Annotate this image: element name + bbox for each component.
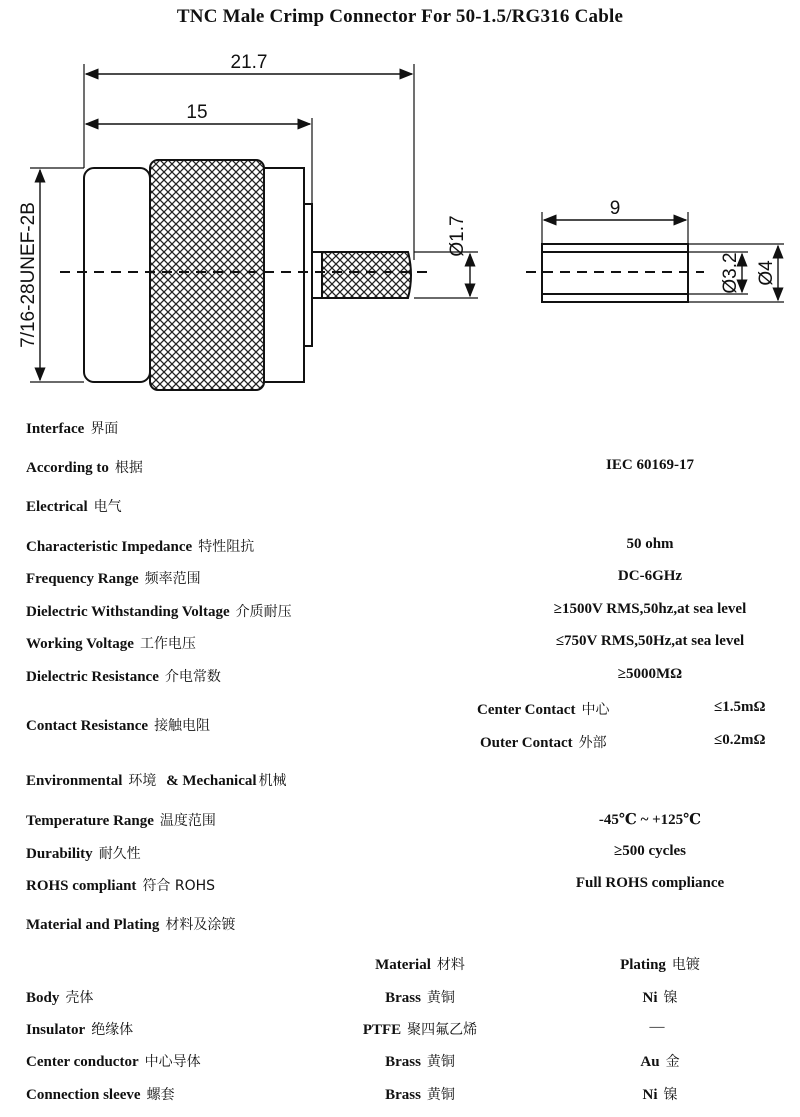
durability-value: ≥500 cycles	[614, 843, 686, 859]
material-cell	[300, 1051, 540, 1071]
dwv-cn: 介质耐压	[235, 604, 292, 620]
electrical-label: Electrical	[26, 499, 88, 515]
center-contact-cn: 中心	[581, 702, 610, 718]
material-cell	[300, 1084, 540, 1104]
dim-sleeve-od: Ø4	[756, 260, 777, 286]
part-label: Connection sleeve	[26, 1087, 141, 1103]
contact-cn: 接触电阻	[154, 718, 211, 734]
row-according	[26, 457, 143, 477]
impedance-value: 50 ohm	[626, 536, 674, 552]
outer-contact-cn: 外部	[578, 735, 607, 751]
rohs-value: Full ROHS compliance	[575, 875, 725, 891]
material-cn: 黄铜	[426, 1087, 455, 1103]
dim-pin: Ø1.7	[447, 215, 468, 257]
interface-cn: 界面	[90, 421, 119, 437]
plating-cell	[550, 987, 770, 1007]
impedance-cn: 特性阻抗	[198, 539, 255, 555]
material-cn: 黄铜	[426, 990, 455, 1006]
col-material-header	[300, 954, 540, 974]
working-label: Working Voltage	[26, 636, 134, 652]
plating-cn: 镍	[663, 1087, 678, 1103]
material-cn: 黄铜	[426, 1054, 455, 1070]
working-cn: 工作电压	[139, 636, 196, 652]
material-label: Brass	[385, 990, 421, 1006]
dim-thread: 7/16-28UNEF-2B	[18, 202, 39, 348]
center-pin	[312, 252, 411, 298]
row-contact-resistance	[26, 715, 210, 735]
material-header-cn: 材料及涂镀	[165, 917, 236, 933]
according-label: According to	[26, 460, 109, 476]
part-label: Body	[26, 990, 60, 1006]
frequency-cn: 频率范围	[144, 571, 201, 587]
center-contact-value: ≤1.5mΩ	[714, 699, 766, 715]
plating-cell	[550, 1019, 770, 1036]
center-contact	[477, 699, 609, 719]
env-cn: 环境	[128, 773, 157, 789]
col-material-cn: 材料	[436, 957, 465, 973]
frequency-label: Frequency Range	[26, 571, 139, 587]
outer-contact-label: Outer Contact	[480, 735, 573, 751]
plating-cn: 镍	[663, 990, 678, 1006]
part-label: Insulator	[26, 1022, 86, 1038]
row-impedance	[26, 536, 254, 556]
page-title: TNC Male Crimp Connector For 50-1.5/RG316 Cable	[176, 6, 624, 27]
plating-cell	[550, 1084, 770, 1104]
temp-cn: 温度范围	[159, 813, 216, 829]
electrical-cn: 电气	[93, 499, 122, 515]
part-cell	[26, 1051, 201, 1071]
dim-body: 15	[186, 102, 208, 123]
material-cell	[300, 1019, 540, 1039]
outer-contact-value: ≤0.2mΩ	[714, 732, 766, 748]
outer-contact	[480, 732, 607, 752]
part-cn: 壳体	[65, 990, 94, 1006]
part-cell	[26, 987, 93, 1007]
part-cell	[26, 1084, 175, 1104]
row-interface	[26, 418, 118, 438]
temp-value: -45℃ ~ +125℃	[598, 812, 702, 828]
col-plating-label: Plating	[620, 957, 666, 973]
row-rohs	[26, 875, 215, 895]
col-material-label: Material	[375, 957, 431, 973]
plating-cell	[550, 1051, 770, 1071]
dres-value: ≥5000MΩ	[617, 666, 683, 682]
working-value: ≤750V RMS,50Hz,at sea level	[555, 633, 745, 649]
dim-overall: 21.7	[230, 52, 268, 73]
rohs-label: ROHS compliant	[26, 878, 137, 894]
env-label2: & Mechanical	[166, 773, 257, 789]
row-working-voltage	[26, 633, 196, 653]
row-material-header	[26, 914, 235, 934]
part-cell	[26, 1019, 133, 1039]
row-dwv	[26, 601, 292, 621]
env-cn2: 机械	[258, 773, 287, 789]
part-cn: 螺套	[146, 1087, 175, 1103]
impedance-label: Characteristic Impedance	[26, 539, 193, 555]
dres-cn: 介电常数	[164, 669, 221, 685]
temp-label: Temperature Range	[26, 813, 154, 829]
material-label: Brass	[385, 1087, 421, 1103]
part-cn: 绝缘体	[91, 1022, 134, 1038]
env-label: Environmental	[26, 773, 123, 789]
row-temperature	[26, 810, 216, 830]
material-label: Brass	[385, 1054, 421, 1070]
part-cn: 中心导体	[144, 1054, 201, 1070]
plating-label: Ni	[642, 1087, 658, 1103]
connector-body	[84, 160, 312, 390]
according-value: IEC 60169-17	[606, 457, 694, 473]
plating-cn: 金	[665, 1054, 680, 1070]
material-cell	[300, 987, 540, 1007]
durability-cn: 耐久性	[98, 846, 141, 862]
part-label: Center conductor	[26, 1054, 139, 1070]
row-dielectric-resistance	[26, 666, 221, 686]
dwv-label: Dielectric Withstanding Voltage	[26, 604, 230, 620]
row-frequency	[26, 568, 201, 588]
dwv-value: ≥1500V RMS,50hz,at sea level	[553, 601, 747, 617]
center-contact-label: Center Contact	[477, 702, 576, 718]
dim-sleeve-id: Ø3.2	[720, 252, 741, 294]
interface-label: Interface	[26, 421, 85, 437]
material-cn: 聚四氟乙烯	[407, 1022, 478, 1038]
col-plating-cn: 电镀	[671, 957, 700, 973]
plating-label: Ni	[642, 990, 658, 1006]
connector-drawing	[0, 0, 800, 400]
according-cn: 根据	[114, 460, 143, 476]
row-durability	[26, 843, 141, 863]
col-plating-header	[550, 954, 770, 974]
contact-label: Contact Resistance	[26, 718, 149, 734]
row-electrical	[26, 496, 122, 516]
dres-label: Dielectric Resistance	[26, 669, 159, 685]
dim-sleeve-length: 9	[609, 198, 621, 219]
rohs-cn: 符合 ROHS	[142, 878, 216, 894]
durability-label: Durability	[26, 846, 93, 862]
plating-label: Au	[640, 1054, 660, 1070]
plating-label: —	[649, 1019, 665, 1035]
row-environmental	[26, 770, 287, 790]
frequency-value: DC-6GHz	[617, 568, 683, 584]
material-label: PTFE	[362, 1022, 402, 1038]
material-header-label: Material and Plating	[26, 917, 160, 933]
